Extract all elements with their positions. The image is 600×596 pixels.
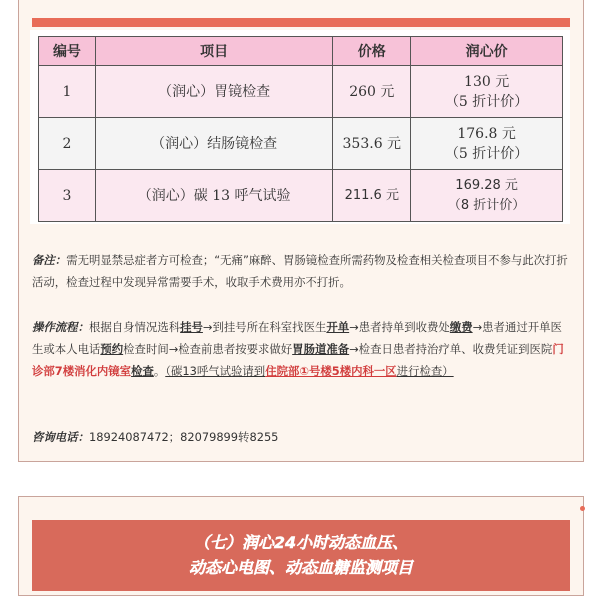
- cell-price: 211.6 元: [333, 170, 411, 222]
- process-note-location: 住院部①号楼5楼内科一区: [265, 364, 397, 378]
- header-item: 项目: [95, 37, 332, 66]
- phone-label: 咨询电话：: [32, 430, 89, 444]
- process-keyword-prep: 胃肠道准备: [292, 342, 350, 356]
- process-text: →患者通过开单医生或本人电话: [32, 320, 562, 356]
- process-text: 检查时间→检查前患者按要求做好: [123, 342, 293, 356]
- process-keyword-pay: 缴费: [449, 320, 473, 334]
- cell-no: 1: [39, 66, 96, 118]
- process-location: 门诊部7楼消化内镜室: [32, 342, 564, 378]
- member-price-note: （5 折计价）: [444, 93, 529, 110]
- process-text: 根据自身情况选科: [88, 320, 181, 334]
- process-text: 。: [153, 364, 166, 378]
- cell-member-price: [411, 118, 563, 170]
- card-top-bar: [32, 18, 570, 27]
- section-title-line2: 动态心电图、动态血糖监测项目: [188, 558, 413, 577]
- process-keyword-prescribe: 开单: [326, 320, 350, 334]
- process-paragraph: [32, 316, 570, 382]
- cell-item: （润心）胃镜检查: [95, 66, 332, 118]
- phone-number: 18924087472；82079899转8255: [88, 430, 279, 444]
- cell-item: （润心）碳 13 呼气试验: [95, 170, 332, 222]
- remarks-text: 需无明显禁忌症者方可检查；“无痛”麻醉、胃肠镜检查所需药物及检查相关检查项目不参与此次打折活动，检查过程中发现异常需要手术，收取手术费用亦不打折。: [32, 253, 568, 289]
- cell-member-price: [411, 170, 563, 222]
- header-price: 价格: [333, 37, 411, 66]
- cell-price: 353.6 元: [333, 118, 411, 170]
- process-note: 进行检查）: [396, 364, 454, 378]
- price-table-wrapper: [30, 30, 570, 224]
- process-keyword-check: 检查: [131, 364, 154, 378]
- process-text: →到挂号所在科室找医生: [202, 320, 327, 334]
- process-label: 操作流程：: [32, 320, 89, 334]
- cell-price: 260 元: [333, 66, 411, 118]
- remarks-label: 备注：: [32, 253, 67, 267]
- process-text: →患者持单到收费处: [349, 320, 450, 334]
- section-title-line1: （七）润心24小时动态血压、: [193, 533, 409, 552]
- table-row: [39, 170, 563, 222]
- table-row: [39, 66, 563, 118]
- member-price-note: （8 折计价）: [447, 197, 526, 213]
- price-table: [38, 36, 563, 222]
- header-no: 编号: [39, 37, 96, 66]
- header-member-price: 润心价: [411, 37, 563, 66]
- process-text: →检查日患者持治疗单、收费凭证到医院: [349, 342, 553, 356]
- member-price-value: 169.28 元: [455, 177, 518, 193]
- table-header-row: [39, 37, 563, 66]
- cell-no: 3: [39, 170, 96, 222]
- section-title: [32, 530, 570, 580]
- member-price-value: 130 元: [464, 73, 510, 90]
- process-keyword-register: 挂号: [180, 320, 203, 334]
- process-keyword-appointment: 预约: [100, 342, 124, 356]
- member-price-value: 176.8 元: [457, 125, 516, 142]
- cell-no: 2: [39, 118, 96, 170]
- cell-item: （润心）结肠镜检查: [95, 118, 332, 170]
- phone-paragraph: [32, 426, 570, 448]
- table-row: [39, 118, 563, 170]
- cell-member-price: [411, 66, 563, 118]
- member-price-note: （5 折计价）: [444, 145, 529, 162]
- remarks-paragraph: [32, 249, 570, 293]
- process-note: （碳13呼气试验请到: [165, 364, 266, 378]
- corner-dot: [580, 506, 585, 511]
